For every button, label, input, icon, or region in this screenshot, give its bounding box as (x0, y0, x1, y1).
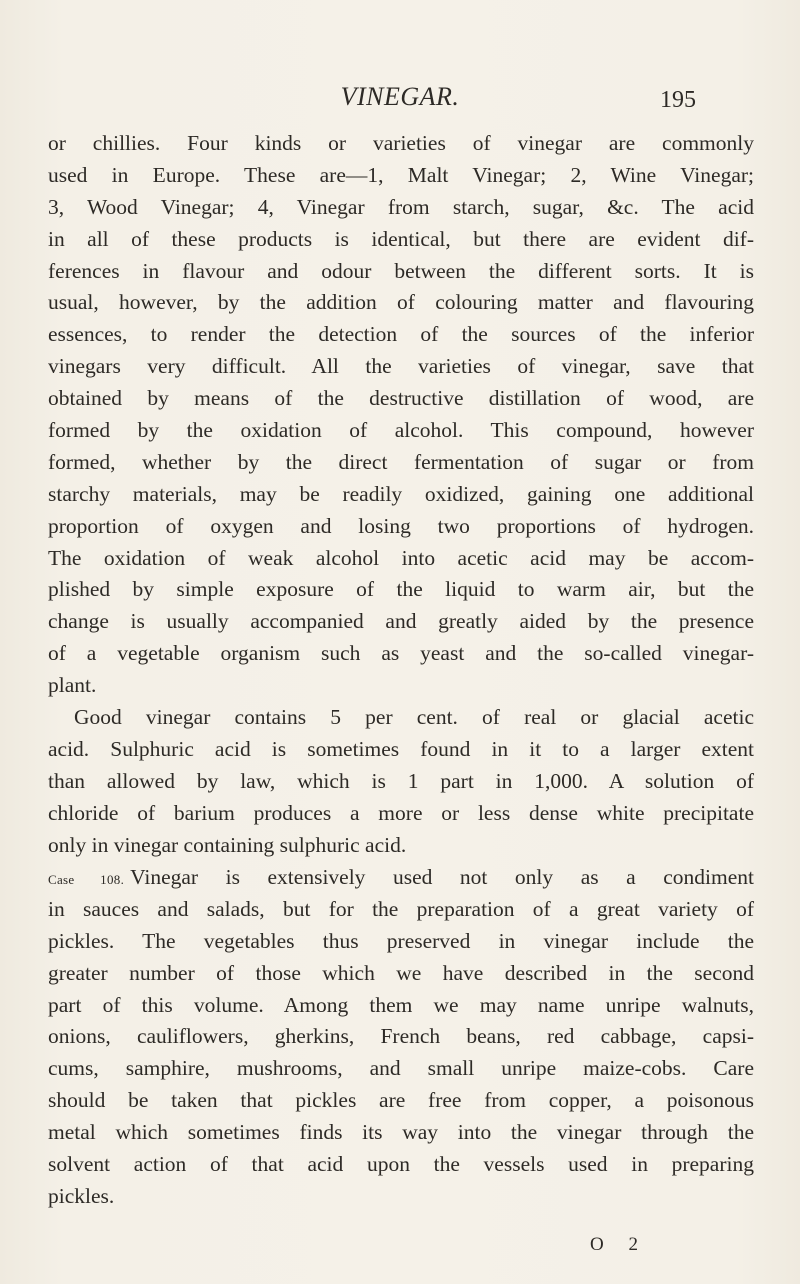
signature-mark: O 2 (590, 1234, 648, 1255)
text-line-content: Vinegar is extensively used not only as a condiment (130, 865, 754, 889)
text-line: greater number of those which we have described in the second (48, 960, 754, 985)
text-line: change is usually accompanied and greatly aided by the presence (48, 609, 754, 634)
text-line: formed by the oxidation of alcohol. This compound, however (48, 418, 754, 443)
text-line: proportion of oxygen and losing two proportions of hydrogen. (48, 513, 754, 538)
text-line: metal which sometimes finds its way into the vinegar through the (48, 1120, 754, 1145)
page-number: 195 (660, 87, 696, 113)
paragraph-3 (48, 862, 754, 1213)
text-line (48, 862, 754, 894)
paragraph-1 (48, 128, 754, 702)
text-line: pickles. The vegetables thus preserved in vinegar include the (48, 928, 754, 953)
text-line: used in Europe. These are—1, Malt Vinegar; 2, Wine Vinegar; (48, 162, 754, 187)
text-line: Good vinegar contains 5 per cent. of real or glacial acetic (74, 705, 754, 729)
text-line: should be taken that pickles are free from copper, a poisonous (48, 1088, 754, 1113)
text-line: in sauces and salads, but for the preparation of a great variety of (48, 896, 754, 921)
text-line: formed, whether by the direct fermentation of sugar or from (48, 449, 754, 474)
text-line: vinegars very difficult. All the varieties of vinegar, save that (48, 354, 754, 379)
text-line: only in vinegar containing sulphuric acid. (48, 832, 407, 857)
text-line: cums, samphire, mushrooms, and small unripe maize-cobs. Care (48, 1056, 754, 1081)
text-line: chloride of barium produces a more or less dense white precipitate (48, 800, 754, 825)
text-line: acid. Sulphuric acid is sometimes found in it to a larger extent (48, 736, 754, 761)
text-line: The oxidation of weak alcohol into acetic acid may be accom- (48, 545, 754, 570)
text-line: in all of these products is identical, but there are evident dif- (48, 226, 754, 251)
text-line: 3, Wood Vinegar; 4, Vinegar from starch, sugar, &c. The acid (48, 194, 754, 219)
text-line: of a vegetable organism such as yeast and the so-called vinegar- (48, 641, 754, 666)
text-line: solvent action of that acid upon the vessels used in preparing (48, 1152, 754, 1177)
text-line: part of this volume. Among them we may name unripe walnuts, (48, 992, 754, 1017)
text-line: ferences in flavour and odour between the different sorts. It is (48, 258, 754, 283)
paragraph-2 (48, 702, 754, 861)
text-line: plant. (48, 673, 97, 698)
case-side-note: Case 108. (48, 872, 125, 887)
text-line: than allowed by law, which is 1 part in 1,000. A solution of (48, 768, 754, 793)
text-line: usual, however, by the addition of colouring matter and flavouring (48, 290, 754, 315)
text-line: onions, cauliflowers, gherkins, French beans, red cabbage, capsi- (48, 1024, 754, 1049)
text-line: starchy materials, may be readily oxidized, gaining one additional (48, 481, 754, 506)
text-line: plished by simple exposure of the liquid to warm air, but the (48, 577, 754, 602)
text-line: or chillies. Four kinds or varieties of vinegar are commonly (48, 131, 754, 155)
text-line: essences, to render the detection of the sources of the inferior (48, 322, 754, 347)
text-line: obtained by means of the destructive distillation of wood, are (48, 386, 754, 411)
text-line: pickles. (48, 1183, 115, 1208)
running-title: VINEGAR. (340, 82, 460, 111)
